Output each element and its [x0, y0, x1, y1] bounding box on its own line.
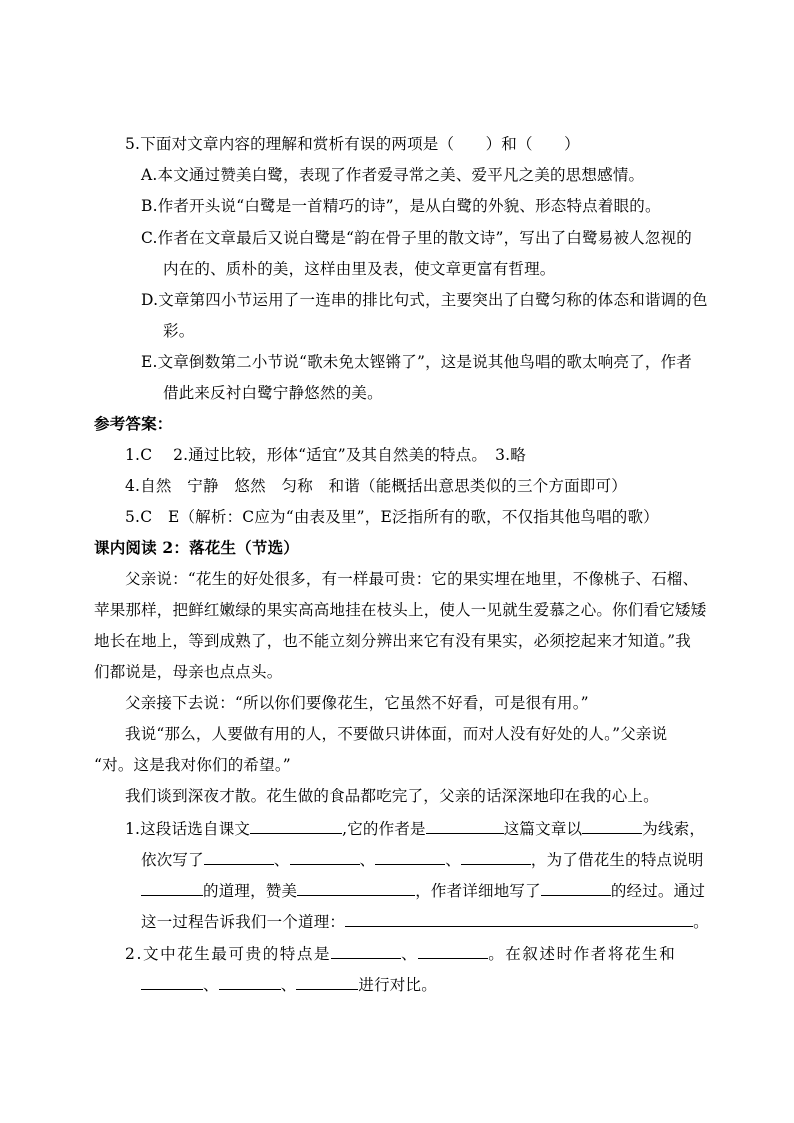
question-1-line3 — [141, 880, 705, 901]
q1-text-7: 的道理，赞美 — [203, 882, 298, 900]
blank-field[interactable] — [141, 880, 203, 896]
answer-line-4: 4.自然 宁静 悠然 匀称 和谐（能概括出意思类似的三个方面即可） — [125, 477, 627, 495]
question-2-line1 — [125, 943, 676, 964]
q1-text-4: 为线索， — [642, 820, 706, 838]
option-b: B.作者开头说“白鹭是一首精巧的诗”，是从白鹭的外貌、形态特点着眼的。 — [141, 197, 661, 215]
passage-p1-line4: 们都说是，母亲也点点头。 — [94, 663, 283, 681]
blank-field[interactable] — [541, 880, 611, 896]
option-c-cont: 内在的、质朴的美，这样由里及表，使文章更富有哲理。 — [163, 260, 556, 278]
q2-text-2: 。在叙述时作者将花生和 — [488, 945, 677, 963]
q2-text-1: 2.文中花生最可贵的特点是 — [125, 945, 332, 963]
passage-p1-line2: 苹果那样，把鲜红嫩绿的果实高高地挂在枝头上，使人一见就生爱慕之心。你们看它矮矮 — [94, 601, 707, 619]
blank-field[interactable] — [345, 911, 693, 927]
option-a: A.本文通过赞美白鹭，表现了作者爱寻常之美、爱平凡之美的思想感情。 — [141, 166, 645, 184]
q1-text-1: 1.这段话选自课文 — [125, 820, 251, 838]
option-c: C.作者在文章最后又说白鹭是“韵在骨子里的散文诗”，写出了白鹭易被人忽视的 — [141, 229, 692, 247]
blank-field[interactable] — [418, 943, 488, 959]
q1-text-6: ，为了借花生的特点说明 — [530, 851, 704, 869]
passage-p3-line2: “对。这是我对你们的希望。” — [94, 756, 291, 774]
option-e: E.文章倒数第二小节说“歌未免太铿锵了”，这是说其他鸟唱的歌太响亮了，作者 — [141, 353, 692, 371]
q1-text-9: 的经过。通过 — [610, 882, 706, 900]
blank-field[interactable] — [426, 818, 504, 834]
blank-field[interactable] — [297, 880, 415, 896]
q1-text-10: 这一过程告诉我们一个道理： — [141, 913, 346, 931]
q1-sep-1: 、 — [273, 851, 290, 869]
passage-p1-line3: 地长在地上，等到成熟了，也不能立刻分辨出来它有没有果实，必须挖起来才知道。”我 — [94, 632, 691, 650]
q1-sep-3: 、 — [445, 851, 461, 869]
blank-field[interactable] — [296, 974, 358, 990]
answers-heading: 参考答案： — [94, 414, 173, 433]
option-d: D.文章第四小节运用了一连串的排比句式，主要突出了白鹭匀称的体态和谐调的色 — [141, 291, 708, 309]
passage-p3-line1: 我说“那么，人要做有用的人，不要做只讲体面，而对人没有好处的人。”父亲说 — [125, 725, 668, 743]
question-1-line1 — [125, 818, 705, 839]
q2-sep-2: 、 — [203, 976, 219, 994]
answer-line-1: 1.C 2.通过比较，形体“适宜”及其自然美的特点。 3.略 — [125, 446, 526, 464]
blank-field[interactable] — [141, 974, 203, 990]
reading-2-heading: 课内阅读 2：落花生（节选） — [94, 538, 299, 557]
blank-field[interactable] — [375, 849, 445, 865]
blank-field[interactable] — [250, 818, 342, 834]
blank-field[interactable] — [461, 849, 531, 865]
q1-text-3: 这篇文章以 — [503, 820, 583, 838]
option-d-cont: 彩。 — [163, 322, 195, 340]
q1-text-11: 。 — [693, 913, 709, 931]
blank-field[interactable] — [331, 943, 401, 959]
q1-text-8: ，作者详细地写了 — [415, 882, 541, 900]
passage-p4: 我们谈到深夜才散。花生做的食品都吃完了，父亲的话深深地印在我的心上。 — [125, 787, 659, 805]
question-5-stem: 5.下面对文章内容的理解和赏析有误的两项是（ ）和（ ） — [125, 135, 580, 153]
question-2-line2 — [141, 974, 437, 995]
blank-field[interactable] — [290, 849, 360, 865]
question-1-line2 — [141, 849, 704, 870]
answer-line-5: 5.C E（解析：C应为“由表及里”，E泛指所有的歌，不仅指其他鸟唱的歌） — [125, 508, 659, 526]
blank-field[interactable] — [204, 849, 274, 865]
q1-sep-2: 、 — [359, 851, 376, 869]
q2-sep-1: 、 — [401, 945, 419, 963]
q2-sep-3: 、 — [280, 976, 297, 994]
q1-text-5: 依次写了 — [141, 851, 204, 869]
option-e-cont: 借此来反衬白鹭宁静悠然的美。 — [163, 384, 383, 402]
q2-text-3: 进行对比。 — [358, 976, 437, 994]
question-1-line4 — [141, 911, 709, 932]
passage-p2: 父亲接下去说：“所以你们要像花生，它虽然不好看，可是很有用。” — [125, 694, 589, 712]
passage-p1-line1: 父亲说：“花生的好处很多，有一样最可贵：它的果实埋在地里，不像桃子、石榴、 — [125, 570, 699, 588]
blank-field[interactable] — [582, 818, 642, 834]
blank-field[interactable] — [219, 974, 281, 990]
q1-text-2: ,它的作者是 — [342, 820, 426, 838]
